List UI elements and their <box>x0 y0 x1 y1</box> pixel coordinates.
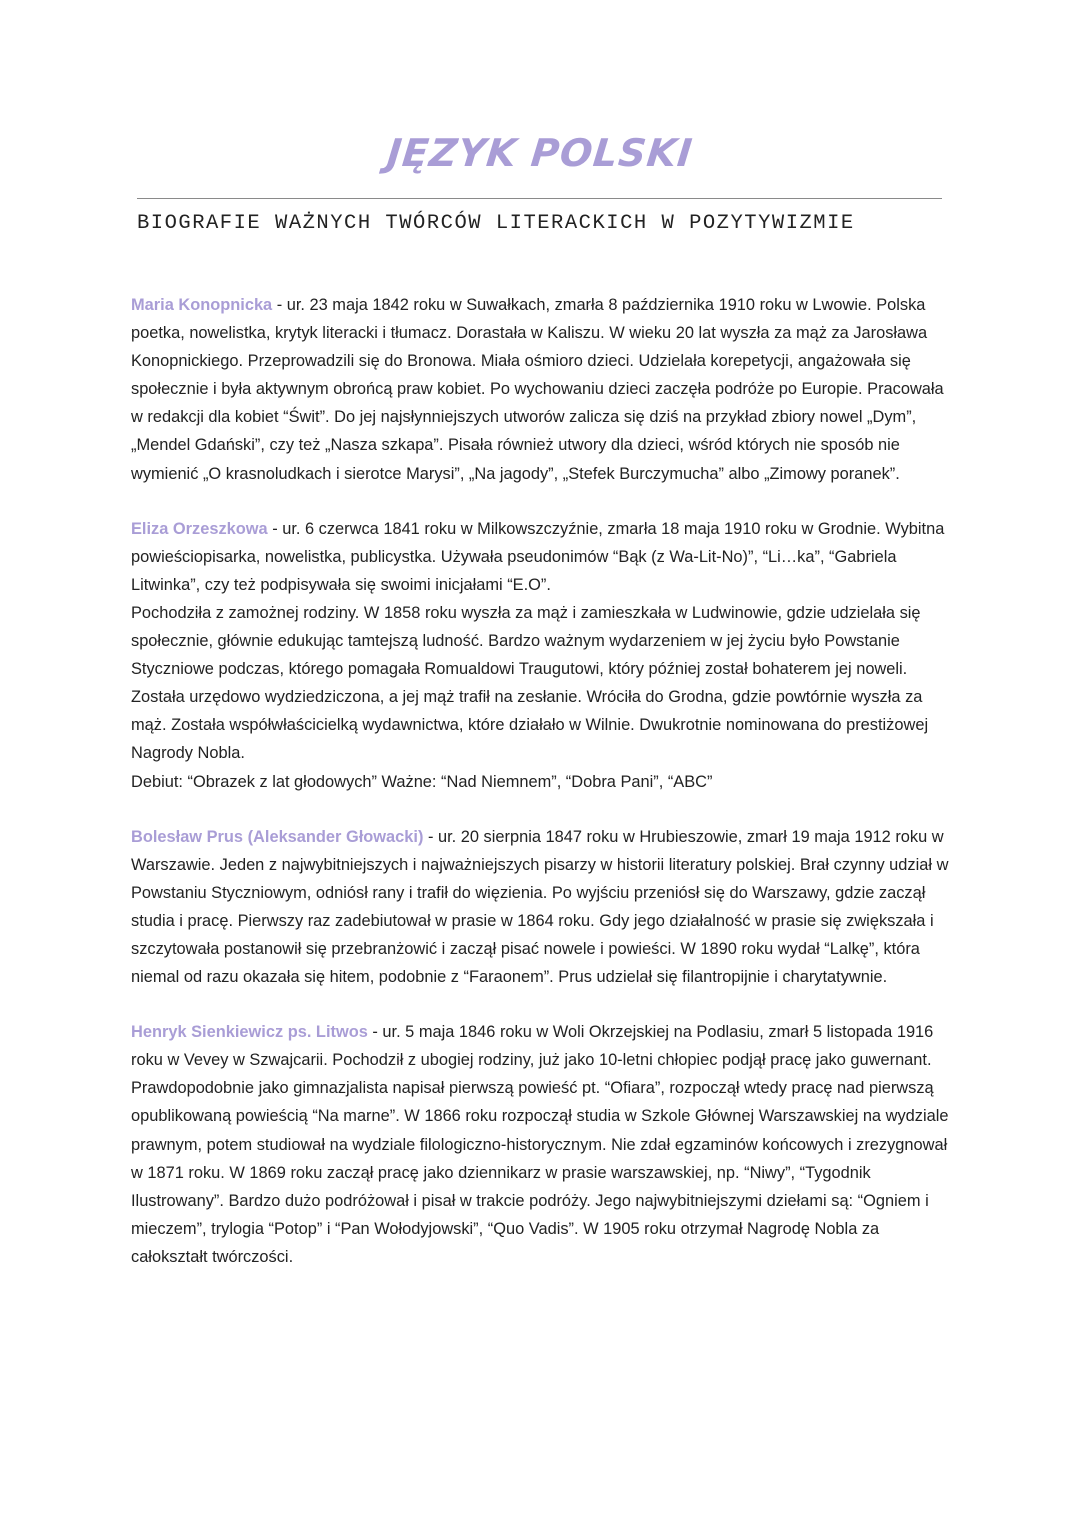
bio-text: - ur. 5 maja 1846 roku w Woli Okrzejskiej na Podlasiu, zmarł 5 listopada 1916 roku w Vevey w Szwajcarii. Pochodził z ubogiej rodziny, już jako 10-letni chłopiec podjął pracę jako guwernant. Prawdopodobnie jako gimnazjalista napisał pierwszą powieść pt. “Ofiara”, rozpoczął wtedy pracę nad pierwszą opublikowaną powieścią “Na marne”. W 1866 roku rozpoczął studia w Szkole Głównej Warszawskiej na wydziale prawnym, potem studiował na wydziale filologiczno-historycznym. Nie zdał egzaminów końcowych i zrezygnował w 1871 roku. W 1869 roku zaczął pracę jako dziennikarz w prasie warszawskiej, np. “Niwy”, “Tygodnik Ilustrowany”. Bardzo dużo podróżował i pisał w trakcie podróży. Jego najwybitniejszymi dziełami są: “Ogniem i mieczem”, trylogia “Potop” i “Pan Wołodyjowski”, “Quo Vadis”. W 1905 roku otrzymał Nagrodę Nobla za całokształt twórczości. <box>131 1023 949 1266</box>
bio-orzeszkowa <box>131 515 951 796</box>
bio-works: Debiut: “Obrazek z lat głodowych” Ważne: “Nad Niemnem”, “Dobra Pani”, “ABC” <box>131 772 713 791</box>
bio-konopnicka <box>131 291 951 488</box>
bio-name: Henryk Sienkiewicz ps. Litwos <box>131 1023 368 1042</box>
page-subtitle: BIOGRAFIE WAŻNYCH TWÓRCÓW LITERACKICH W POZYTYWIZMIE <box>137 212 855 235</box>
bio-prus <box>131 823 951 992</box>
bio-name: Eliza Orzeszkowa <box>131 519 268 538</box>
bio-text: - ur. 23 maja 1842 roku w Suwałkach, zmarła 8 października 1910 roku w Lwowie. Polska poetka, nowelistka, krytyk literacki i tłumacz. Dorastała w Kaliszu. W wieku 20 lat wyszła za mąż za Jarosława Konopnickiego. Przeprowadzili się do Bronowa. Miała ośmioro dzieci. Udzielała korepetycji, angażowała się społecznie i była aktywnym obrońcą praw kobiet. Po wychowaniu dzieci zaczęła podróże po Europie. Pracowała w redakcji dla kobiet “Świt”. Do jej najsłynniejszych utworów zalicza się dziś na przykład zbiory nowel „Dym”, „Mendel Gdański”, czy też „Nasza szkapa”. Pisała również utwory dla dzieci, wśród których nie sposób nie wymienić „O krasnoludkach i sierotce Marysi”, „Na jagody”, „Stefek Burczymucha” albo „Zimowy poranek”. <box>131 296 944 483</box>
bio-text: Pochodziła z zamożnej rodziny. W 1858 roku wyszła za mąż i zamieszkała w Ludwinowie, gdzie udzielała się społecznie, głównie edukując tamtejszą ludność. Bardzo ważnym wydarzeniem w jej życiu było Powstanie Styczniowe podczas, którego pomagała Romualdowi Traugutowi, który później został bohaterem jej noweli. Została urzędowo wydziedziczona, a jej mąż trafił na zesłanie. Wróciła do Grodna, gdzie powtórnie wyszła za mąż. Została współwłaścicielką wydawnictwa, które działało w Wilnie. Dwukrotnie nominowana do prestiżowej Nagrody Nobla. <box>131 603 929 763</box>
title-divider <box>137 198 942 199</box>
bio-text: - ur. 20 sierpnia 1847 roku w Hrubieszowie, zmarł 19 maja 1912 roku w Warszawie. Jeden z najwybitniejszych i najważniejszych pisarzy w historii literatury polskiej. Brał czynny udział w Powstaniu Styczniowym, odniósł rany i trafił do więzienia. Po wyjściu przeniósł się do Warszawy, gdzie zaczął studia i pracę. Pierwszy raz zadebiutował w prasie w 1864 roku. Gdy jego działalność w prasie się zwiększała i szczytowała postanowił się przebranżowić i zaczął pisać nowele i powieści. W 1890 roku wydał “Lalkę”, która niemal od razu okazała się hitem, podobnie z “Faraonem”. Prus udzielał się filantropijnie i charytatywnie. <box>131 827 949 987</box>
page-title: JĘZYK POLSKI <box>385 131 695 175</box>
bio-name: Bolesław Prus (Aleksander Głowacki) <box>131 827 424 846</box>
bio-text: - ur. 6 czerwca 1841 roku w Milkowszczyźnie, zmarła 18 maja 1910 roku w Grodnie. Wybitna powieściopisarka, nowelistka, publicystka. Używała pseudonimów “Bąk (z Wa-Lit-No)”, “Li…ka”, “Gabriela Litwinka”, czy też podpisywała się swoimi inicjałami “E.O”. <box>131 519 945 594</box>
bio-sienkiewicz <box>131 1018 951 1271</box>
bio-name: Maria Konopnicka <box>131 296 273 314</box>
biographies-section <box>131 291 951 1298</box>
